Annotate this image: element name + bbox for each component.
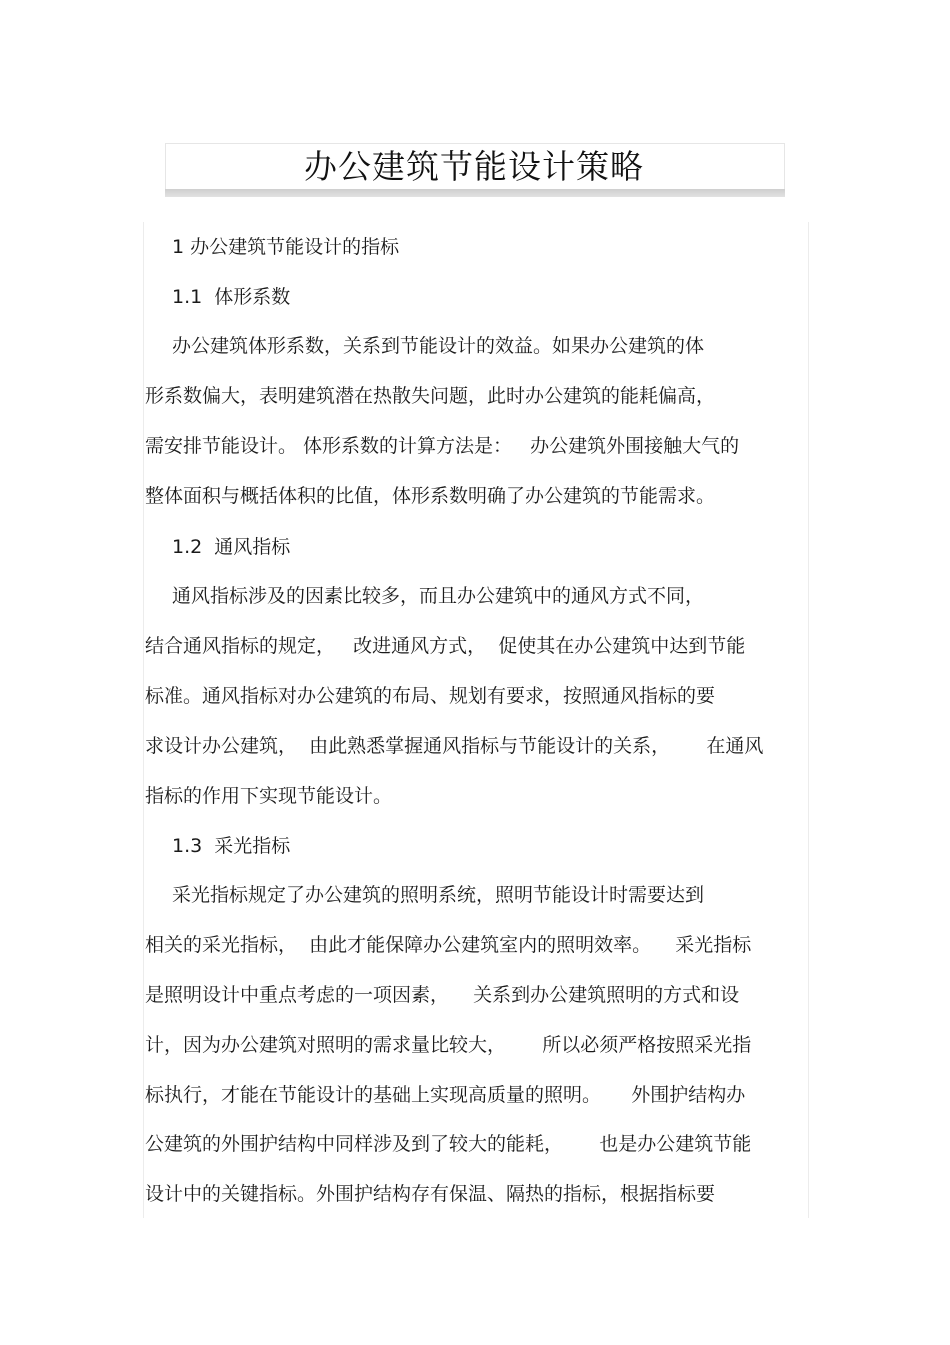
paragraph-line: 是照明设计中重点考虑的一项因素， 关系到办公建筑照明的方式和设 [145,984,740,1006]
paragraph-line: 标准。通风指标对办公建筑的布局、规划有要求，按照通风指标的要 [145,685,716,707]
paragraph-line: 需安排节能设计。 体形系数的计算方法是： 办公建筑外围接触大气的 [145,435,740,457]
paragraph-line: 结合通风指标的规定， 改进通风方式， 促使其在办公建筑中达到节能 [145,635,746,657]
paragraph-line: 计，因为办公建筑对照明的需求量比较大， 所以必须严格按照采光指 [145,1034,752,1056]
subsection-heading-1-2: 1.2 通风指标 [172,536,291,558]
paragraph-line: 采光指标规定了办公建筑的照明系统，照明节能设计时需要达到 [172,884,705,906]
paragraph-line: 形系数偏大，表明建筑潜在热散失问题，此时办公建筑的能耗偏高， [145,385,716,407]
paragraph-line: 整体面积与概括体积的比值，体形系数明确了办公建筑的节能需求。 [145,485,716,507]
paragraph-line: 办公建筑体形系数，关系到节能设计的效益。如果办公建筑的体 [172,335,705,357]
document-title: 办公建筑节能设计策略 [304,147,644,186]
paragraph-line: 标执行，才能在节能设计的基础上实现高质量的照明。 外围护结构办 [145,1084,746,1106]
subsection-heading-1-1: 1.1 体形系数 [172,286,291,308]
paragraph-line: 相关的采光指标， 由此才能保障办公建筑室内的照明效率。 采光指标 [145,934,752,956]
paragraph-line: 通风指标涉及的因素比较多，而且办公建筑中的通风方式不同， [172,585,705,607]
content-frame [143,222,809,1218]
paragraph-line: 指标的作用下实现节能设计。 [145,785,393,807]
section-heading-1: 1 办公建筑节能设计的指标 [172,236,400,258]
paragraph-line: 设计中的关键指标。外围护结构存有保温、隔热的指标，根据指标要 [145,1183,716,1205]
subsection-heading-1-3: 1.3 采光指标 [172,835,291,857]
paragraph-line: 公建筑的外围护结构中同样涉及到了较大的能耗， 也是办公建筑节能 [145,1133,752,1155]
paragraph-line: 求设计办公建筑， 由此熟悉掌握通风指标与节能设计的关系， 在通风 [145,735,764,757]
